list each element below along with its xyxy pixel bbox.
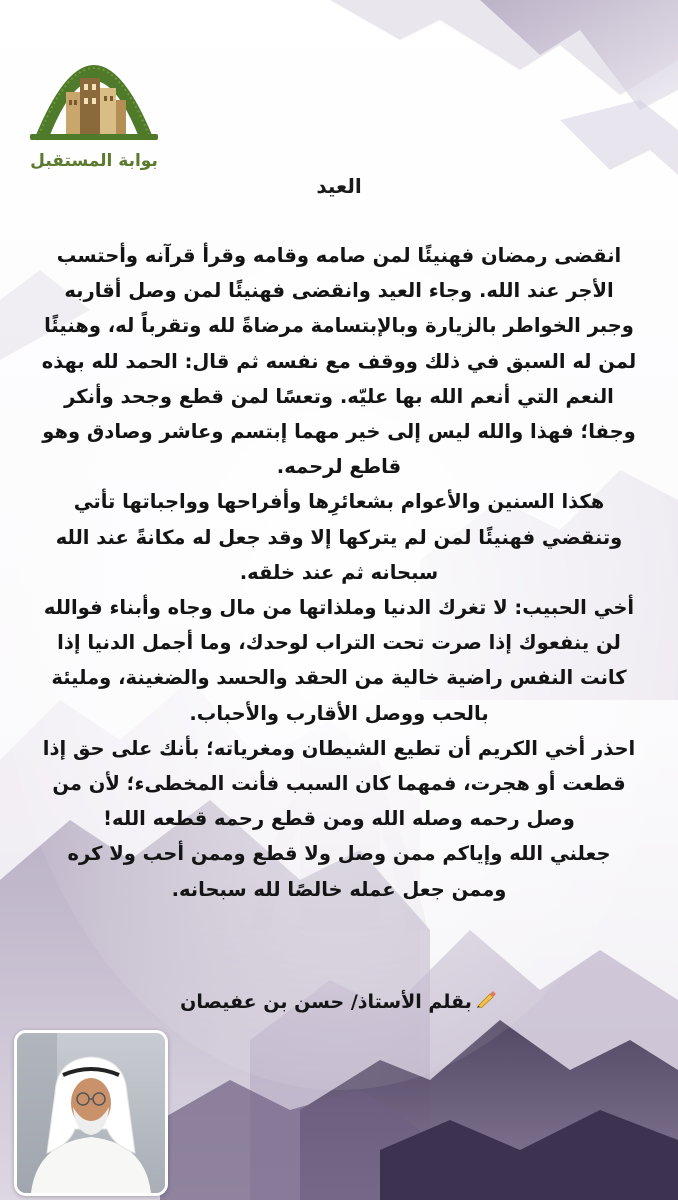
article-paragraph: جعلني الله وإياكم ممن وصل ولا قطع وممن أحب ولا كره وممن جعل عمله خالصًا لله سبحانه. bbox=[67, 842, 611, 901]
logo-text: بوابة المستقبل bbox=[30, 151, 158, 171]
arch-logo-icon bbox=[28, 30, 160, 152]
article-paragraph: احذر أخي الكريم أن تطيع الشيطان ومغرياته؛ بأنك على حق إذا قطعت أو هجرت، فمهما كان السبب فأنت المخطىء؛ لأن من وصل رحمه وصله الله ومن قطع رحمه قطعه الله! bbox=[42, 736, 636, 831]
author-photo bbox=[14, 1030, 168, 1196]
article-paragraph: هكذا السنين والأعوام بشعائرِها وأفراحها وواجباتها تأتي وتنقضي فهنيئًا لمن لم يتركها إلا وقد جعل له مكانةً عند الله سبحانه ثم عند خلقه. bbox=[55, 490, 623, 584]
article-body bbox=[40, 238, 638, 907]
article-title: العيد bbox=[316, 174, 362, 198]
article-paragraph: انقضى رمضان فهنيئًا لمن صامه وقامه وقرأ قرآنه وأحتسب الأجر عند الله. وجاء العيد وانقضى فهنيئًا لمن وصل أقاربه وجبر الخواطر بالزيارة وبالإبتسامة مرضاةً لله وتقرباً له، وهنيئًا لمن له السبق في ذلك ووقف مع نفسه ثم قال: الحمد لله بهذه النعم التي أنعم الله بها عليّه. وتعسًا لمن قطع وجحد وأنكر وجفا؛ فهذا والله ليس إلى خير مهما إبتسم وعاشر وصادق وهو قاطع لرحمه. bbox=[41, 244, 637, 479]
author-portrait-icon bbox=[17, 1033, 165, 1193]
writing-hand-icon bbox=[476, 988, 498, 1013]
signature-text: بقلم الأستاذ/ حسن بن عفيصان bbox=[180, 991, 472, 1013]
article-paragraph: أخي الحبيب: لا تغرك الدنيا وملذاتها من مال وجاه وأبناء فوالله لن ينفعوك إذا صرت تحت التراب لوحدك، وما أجمل الدنيا إذا كانت النفس راضية خالية من الحقد والحسد والضغينة، ومليئة بالحب ووصل الأقارب والأحباب. bbox=[43, 596, 635, 725]
author-signature bbox=[0, 988, 678, 1013]
site-logo bbox=[28, 30, 160, 178]
